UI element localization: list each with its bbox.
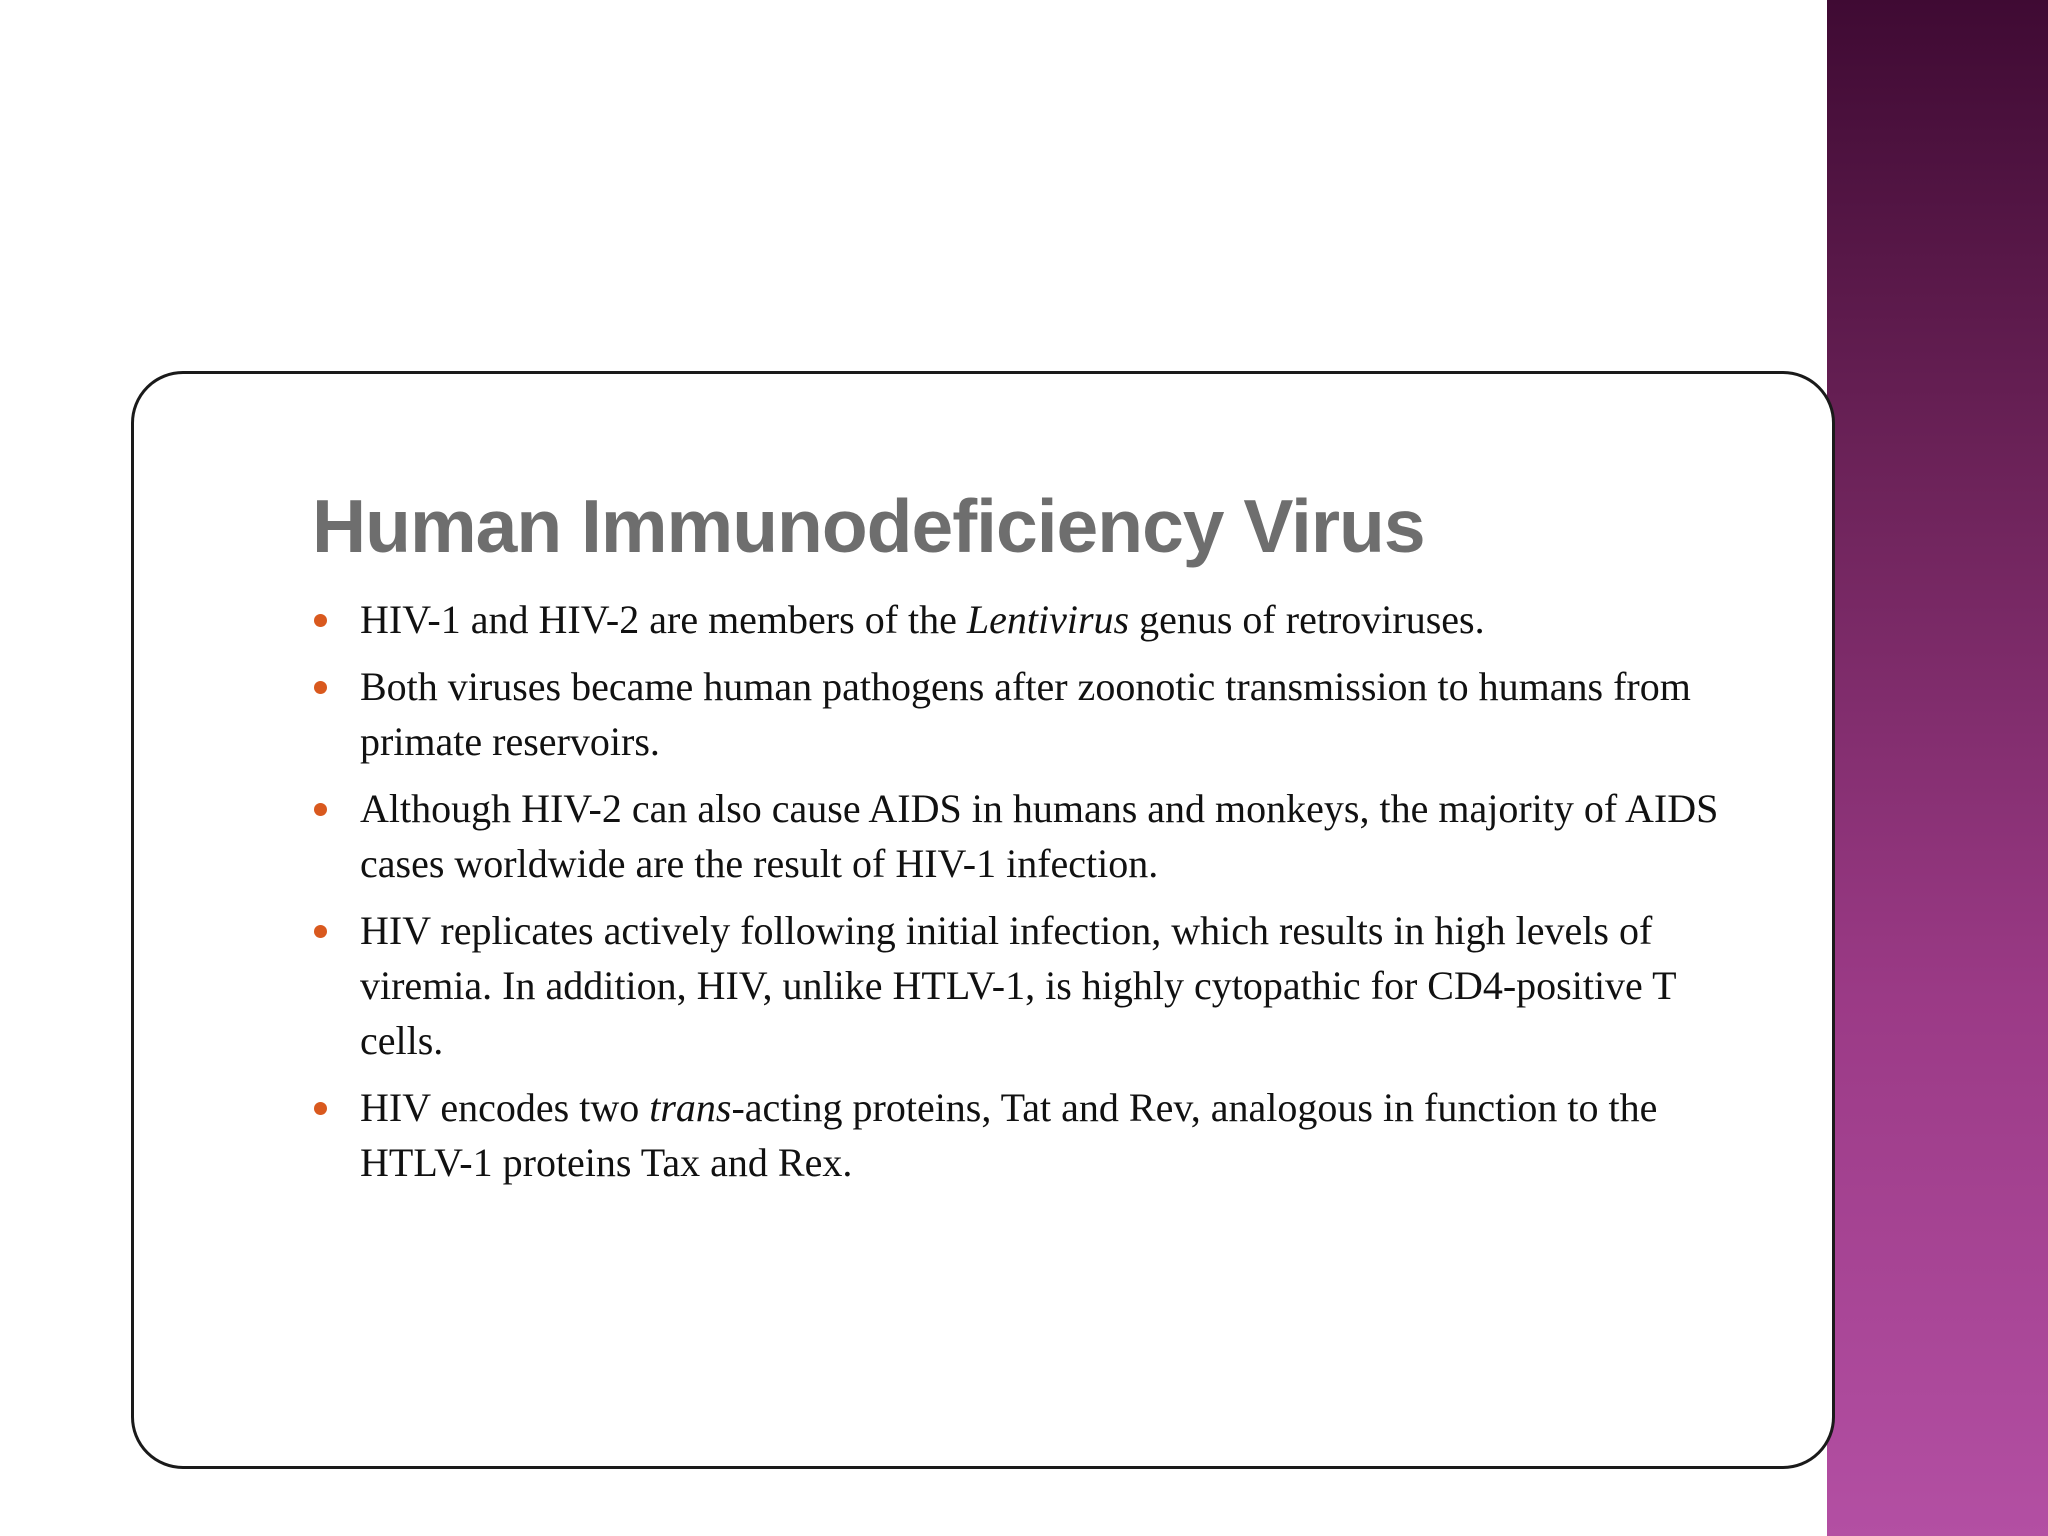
bullet-text: Both viruses became human pathogens after zoonotic transmission to humans from primate reservoirs.: [360, 664, 1691, 764]
bullet-item: [312, 592, 1762, 647]
bullet-list: [312, 592, 1762, 1190]
card-content: [312, 484, 1762, 1202]
bullet-text-italic: trans: [649, 1085, 732, 1130]
bullet-text: Although HIV-2 can also cause AIDS in humans and monkeys, the majority of AIDS cases worldwide are the result of HIV-1 infection.: [360, 786, 1719, 886]
bullet-item: [312, 781, 1762, 891]
bullet-dot-icon: [314, 681, 327, 694]
bullet-text: HIV replicates actively following initial infection, which results in high levels of viremia. In addition, HIV, unlike HTLV-1, is highly cytopathic for CD4-positive T cells.: [360, 908, 1676, 1063]
content-card: [131, 371, 1835, 1469]
decorative-side-band: [1827, 0, 2048, 1536]
bullet-dot-icon: [314, 925, 327, 938]
bullet-dot-icon: [314, 614, 327, 627]
bullet-dot-icon: [314, 1102, 327, 1115]
bullet-item: [312, 659, 1762, 769]
bullet-text: HIV encodes two: [360, 1085, 650, 1130]
bullet-text: -acting proteins, Tat and Rev, analogous in function to the HTLV-1 proteins Tax and Rex.: [360, 1085, 1658, 1185]
bullet-item: [312, 903, 1762, 1068]
bullet-text: HIV-1 and HIV-2 are members of the: [360, 597, 967, 642]
slide-title: Human Immunodeficiency Virus: [312, 484, 1425, 568]
bullet-item: [312, 1080, 1762, 1190]
bullet-text: genus of retroviruses.: [1129, 597, 1485, 642]
bullet-dot-icon: [314, 803, 327, 816]
bullet-text-italic: Lentivirus: [966, 597, 1130, 642]
